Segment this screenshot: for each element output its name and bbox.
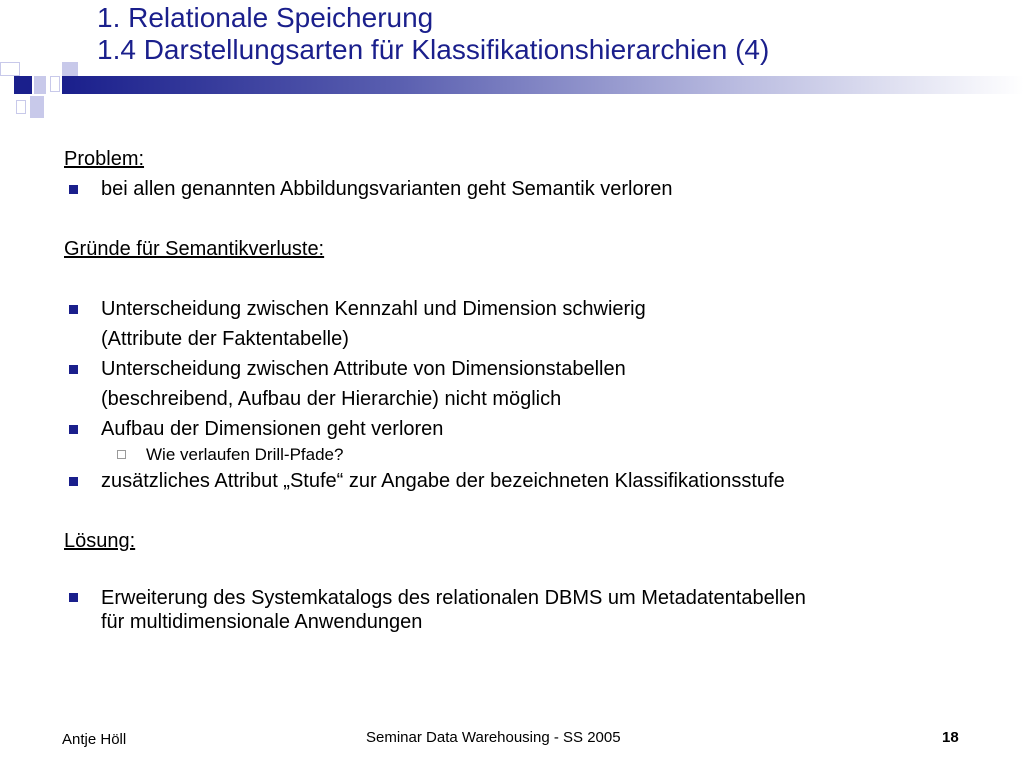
title-gradient-bar xyxy=(62,76,1024,94)
solution-bullet xyxy=(64,586,1014,634)
solution-heading: Lösung: xyxy=(64,530,136,552)
bullet-text: Erweiterung des Systemkatalogs des relationalen DBMS um Metadatentabellen xyxy=(101,587,806,609)
decor-square xyxy=(62,62,78,76)
square-bullet-icon xyxy=(69,425,78,434)
reasons-heading: Gründe für Semantikverluste: xyxy=(64,238,325,260)
title-line-1: 1. Relationale Speicherung xyxy=(97,2,434,33)
bullet-text: Unterscheidung zwischen Attribute von Dimensionstabellen xyxy=(101,358,626,380)
hollow-square-bullet-icon xyxy=(117,450,126,459)
square-bullet-icon xyxy=(69,365,78,374)
slide-title xyxy=(97,2,769,66)
square-bullet-icon xyxy=(69,305,78,314)
title-line-2: 1.4 Darstellungsarten für Klassifikationshierarchien (4) xyxy=(97,34,770,65)
square-bullet-icon xyxy=(69,477,78,486)
problem-bullet xyxy=(64,174,1014,204)
decor-square xyxy=(30,96,44,118)
bullet-text: Aufbau der Dimensionen geht verloren xyxy=(101,418,444,440)
square-bullet-icon xyxy=(69,593,78,602)
sub-bullet xyxy=(64,444,1014,466)
bullet-text: bei allen genannten Abbildungsvarianten geht Semantik verloren xyxy=(101,178,673,200)
bullet-text-continuation: für multidimensionale Anwendungen xyxy=(101,611,423,633)
sub-bullet-text: Wie verlaufen Drill-Pfade? xyxy=(146,445,344,464)
decor-square xyxy=(16,100,26,114)
reason-bullet xyxy=(64,466,1014,496)
bullet-text-continuation: (beschreibend, Aufbau der Hierarchie) nicht möglich xyxy=(101,388,562,410)
problem-heading: Problem: xyxy=(64,148,145,170)
bullet-text-continuation: (Attribute der Faktentabelle) xyxy=(101,328,349,350)
bullet-text: Unterscheidung zwischen Kennzahl und Dimension schwierig xyxy=(101,298,646,320)
page-number: 18 xyxy=(942,729,959,746)
decor-square xyxy=(34,76,46,94)
reason-bullet xyxy=(64,414,1014,444)
decor-square xyxy=(0,62,20,76)
footer-author: Antje Höll xyxy=(62,731,127,748)
reason-bullet xyxy=(64,354,1014,414)
decor-square xyxy=(14,76,32,94)
bullet-text: zusätzliches Attribut „Stufe“ zur Angabe der bezeichneten Klassifikationsstufe xyxy=(101,470,785,492)
square-bullet-icon xyxy=(69,185,78,194)
decor-square xyxy=(50,76,60,92)
reason-bullet xyxy=(64,294,1014,354)
footer-center: Seminar Data Warehousing - SS 2005 xyxy=(366,729,621,746)
slide-content xyxy=(64,144,1014,634)
